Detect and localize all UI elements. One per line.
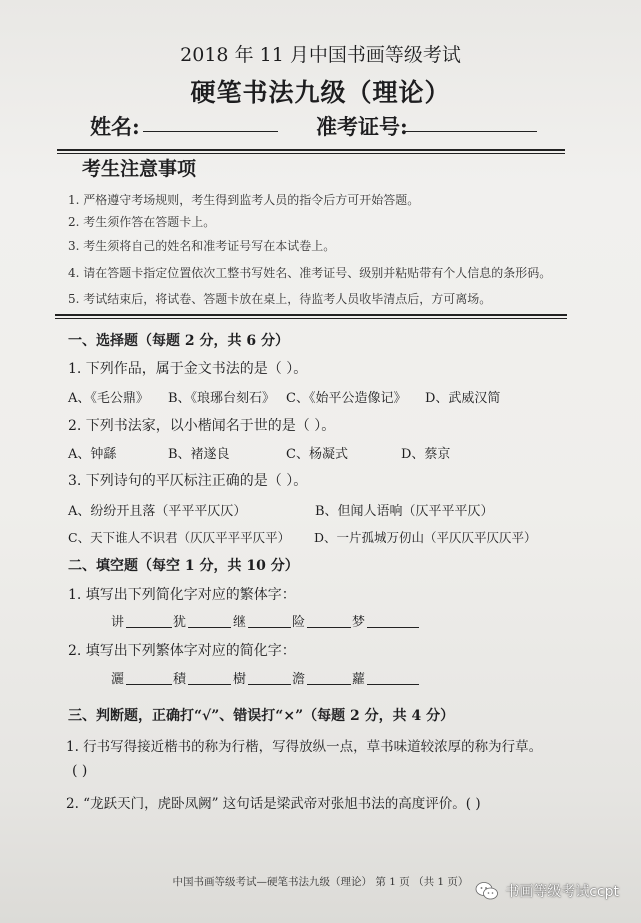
fill-blank[interactable] — [188, 627, 231, 628]
traditional-char-5: 蘿 — [352, 672, 366, 687]
question-3-1-answer-paren[interactable]: ( ) — [72, 763, 88, 779]
question-1-1-option-a: A、《毛公鼎》 — [68, 391, 149, 406]
notice-item-3: 3. 考生须将自己的姓名和准考证号写在本试卷上。 — [68, 239, 336, 253]
question-3-1-stem: 1. 行书写得接近楷书的称为行楷，写得放纵一点，草书味道较浓厚的称为行草。 — [66, 739, 543, 755]
fill-blank[interactable] — [126, 627, 172, 628]
notice-item-4: 4. 请在答题卡指定位置依次工整书写姓名、准考证号、级别并粘贴带有个人信息的条形码。 — [68, 266, 552, 280]
fill-blank[interactable] — [367, 684, 419, 685]
question-1-3-option-a: A、纷纷开且落（平平平仄仄） — [68, 504, 247, 519]
question-1-3-stem: 3. 下列诗句的平仄标注正确的是（ ）。 — [68, 473, 308, 489]
notice-item-2: 2. 考生须作答在答题卡上。 — [68, 215, 216, 229]
question-1-1-option-c: C、《始平公造像记》 — [286, 391, 407, 406]
fill-blank[interactable] — [307, 684, 351, 685]
notice-title: 考生注意事项 — [82, 158, 197, 180]
question-1-1-option-b: B、《琅琊台刻石》 — [168, 391, 276, 406]
question-3-2-stem: 2. “龙跃天门，虎卧凤阙” 这句话是梁武帝对张旭书法的高度评价。( ) — [66, 796, 481, 812]
simplified-char-1: 讲 — [111, 615, 125, 630]
question-1-2-stem: 2. 下列书法家，以小楷闻名于世的是（ ）。 — [68, 418, 336, 434]
section-3-title: 三、判断题，正确打“√”、错误打“×”（每题 2 分，共 4 分） — [68, 708, 455, 724]
question-1-1-option-d: D、武威汉简 — [425, 391, 501, 406]
notice-divider-bottom — [55, 318, 567, 319]
traditional-char-1: 灑 — [111, 672, 125, 687]
simplified-char-5: 梦 — [352, 615, 366, 630]
fill-blank[interactable] — [307, 627, 351, 628]
subject-title: 硬笔书法九级（理论） — [190, 78, 451, 107]
wechat-icon — [475, 881, 499, 901]
notice-item-5: 5. 考试结束后，将试卷、答题卡放在桌上，待监考人员收毕清点后，方可离场。 — [68, 292, 492, 306]
fill-blank[interactable] — [248, 627, 291, 628]
traditional-char-4: 澹 — [292, 672, 306, 687]
exam-title: 2018 年 11 月中国书画等级考试 — [180, 44, 461, 66]
question-1-2-option-d: D、蔡京 — [401, 447, 451, 462]
traditional-char-2: 積 — [173, 672, 187, 687]
fill-blank[interactable] — [188, 684, 231, 685]
question-1-2-option-a: A、钟繇 — [68, 447, 117, 462]
simplified-char-4: 险 — [292, 615, 306, 630]
page-footer: 中国书画等级考试—硬笔书法九级（理论） 第 1 页 （共 1 页） — [172, 876, 469, 888]
section-2-title: 二、填空题（每空 1 分，共 10 分） — [68, 558, 299, 574]
question-1-3-option-c: C、天下谁人不识君（仄仄平平平仄平） — [68, 530, 291, 545]
simplified-char-2: 犹 — [173, 615, 187, 630]
traditional-char-3: 樹 — [233, 672, 247, 687]
ticket-number-blank[interactable] — [403, 131, 537, 132]
question-1-1-stem: 1. 下列作品，属于金文书法的是（ ）。 — [68, 361, 308, 377]
fill-blank[interactable] — [248, 684, 291, 685]
notice-item-1: 1. 严格遵守考场规则，考生得到监考人员的指令后方可开始答题。 — [68, 193, 420, 207]
ticket-number-label: 准考证号: — [316, 114, 408, 139]
simplified-char-3: 继 — [233, 615, 247, 630]
name-label: 姓名: — [90, 114, 140, 139]
question-1-2-option-b: B、褚遂良 — [168, 447, 230, 462]
question-1-3-option-b: B、但闻人语响（仄平平平仄） — [315, 504, 494, 519]
watermark-text: 书画等级考试ccpt — [505, 884, 619, 900]
question-2-1-stem: 1. 填写出下列简化字对应的繁体字： — [68, 587, 296, 603]
fill-blank[interactable] — [126, 684, 172, 685]
name-blank[interactable] — [143, 131, 278, 132]
question-2-2-stem: 2. 填写出下列繁体字对应的简化字： — [68, 643, 296, 659]
notice-divider-top — [55, 314, 567, 316]
fill-blank[interactable] — [367, 627, 419, 628]
section-1-title: 一、选择题（每题 2 分，共 6 分） — [68, 333, 289, 349]
header-divider-top — [57, 149, 565, 151]
question-1-3-option-d: D、一片孤城万仞山（平仄仄平仄仄平） — [314, 530, 537, 545]
wechat-watermark — [475, 881, 619, 901]
question-1-2-option-c: C、杨凝式 — [286, 447, 348, 462]
